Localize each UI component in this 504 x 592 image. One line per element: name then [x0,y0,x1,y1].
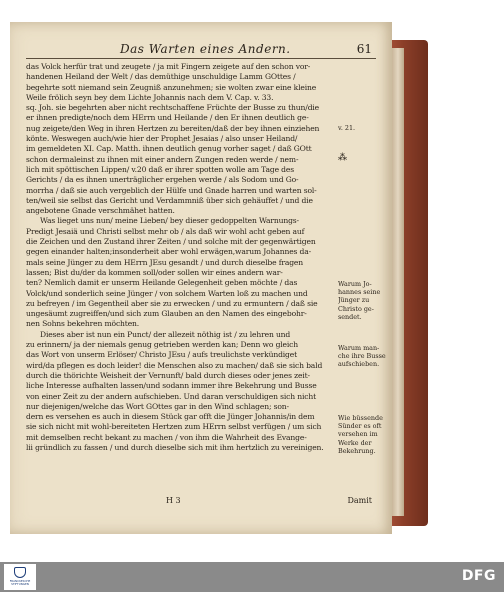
text-line: handenen Heiland der Welt / das demüthige unschuldige Lamm GOttes / [26,72,296,82]
text-line: zu befreyen / im Gegentheil aber sie zu erwecken / und zu ermuntern / daß sie [26,298,318,308]
body-text [26,62,332,453]
margin-note-why-john [338,280,386,321]
text-line: durch die thörichte Weisheit der Vernunft/ bald durch dieses oder jenes zeit- [26,370,310,380]
text-line: nug zeigete/den Weg in ihren Hertzen zu bereiten/daß der bey ihnen einziehen [26,123,320,133]
text-line: Predigt Jesaiä und Christi selbst mehr ob / als daß wir wohl acht geben auf [26,226,305,236]
margin-note-verse: v. 21. [338,124,356,132]
margin-note-line: Sünder es oft [338,422,382,431]
margin-note-line: Jünger zu [338,296,370,305]
text-line: Volck/und sonderlich seine Jünger / von solchem Warten loß zu machen und [26,288,308,298]
book-page [10,22,392,534]
viewer-footer-bar [0,562,504,592]
text-line: lich mit spöttischen Lippen/ v.20 daß er ihrer spotten wolle am Tage des [26,164,294,174]
catchword: Damit [347,496,372,505]
header-rule [26,58,376,59]
text-line: Was lieget uns nun/ meine Lieben/ bey dieser gedoppelten Warnungs- [40,216,299,226]
text-line: ten? Nemlich damit er unserm Heilande Gelegenheit geben möchte / das [26,278,298,288]
margin-note-line: Werke der [338,438,372,447]
dfg-logo: DFG [461,568,496,584]
text-line: könte. Weswegen auch/wie hier der Prophet Jesaias / also unser Heiland/ [26,134,298,144]
text-line: wird/da pflegen es doch leider! die Menschen also zu machen/ daß sie sich bald [26,360,323,370]
text-line: dern es versehen es auch in diesem Stück gar offt die Jünger Johannis/in dem [26,412,315,422]
text-line: ungesäumt zugreiffen/und sich zum Glauben an den Namen des eingebohr- [26,309,307,319]
margin-note-line: Warum man- [338,344,380,352]
margin-note-line: aufschieben. [338,360,380,369]
text-line: nur diejenigen/welche das Wort GOttes gar in den Wind schlagen; son- [26,401,289,411]
text-line: liche Interesse aufhalten lassen/und sodann immer ihre Bekehrung und Busse [26,381,317,391]
margin-note-line: che ihre Busse [338,352,386,361]
margin-note-line: sendet. [338,312,362,321]
margin-note-penitent [338,414,386,455]
text-line: Dieses aber ist nun ein Punct/ der allezeit nöthig ist / zu lehren und [40,329,291,339]
margin-note-line: Bekehrung. [338,446,376,455]
text-line: Weile frölich seyn bey dem Lichte Johannis nach dem V. Cap. v. 33. [26,92,274,102]
text-line: die Zeichen und den Zustand ihrer Zeiten / und solche mit der gegenwärtigen [26,237,316,247]
text-line: lassen; Bist du/der da kommen soll/oder sollen wir eines andern war- [26,267,283,277]
text-line: morrha / daß sie auch vergeblich der Hülfe und Gnade harren und warten sol- [26,185,317,195]
margin-note-line: Wie büssende [338,414,383,422]
book-page-edges [392,48,404,516]
text-line: Gerichts / da es ihnen unerträglicher ergehen werde / als Sodom und Go- [26,175,299,185]
text-line: gegen einander halten;insonderheit aber wohl erwägen,warum Johannes da- [26,247,312,257]
text-line: das Wort von unserm Erlöser/ Christo JEsu / aufs treulichste verkündiget [26,350,298,360]
page-footer-line [26,496,372,508]
library-logo [4,564,36,590]
running-head [10,42,392,58]
running-title: Das Warten eines Andern. [120,42,291,56]
library-logo-text: FRANCKESCHE STIFTUNGEN [9,579,31,587]
margin-note-postpone [338,344,386,369]
text-line: sq. Joh. sie begehrten aber nicht rechtschaffene Früchte der Busse zu thun/die [26,103,320,113]
page-number: 61 [356,42,372,56]
text-line: er ihnen predigte/noch dem HErrn und Heilande / den Er ihnen deutlich ge- [26,113,309,123]
text-line: das Volck herfür trat und zeugete / ja mit Fingern zeigete auf den schon vor- [26,62,311,71]
margin-note-line: versehen im [338,430,378,439]
text-line: zu erinnern/ ja der niemals genug getrieben werden kan; Denn wo gleich [26,340,299,350]
crest-icon [14,567,26,578]
text-line: schon dermaleinst zu ihnen mit einer andern Zungen reden werde / nem- [26,154,299,164]
signature-mark: H 3 [166,496,181,505]
margin-note-line: hannes seine [338,288,381,297]
text-line: mals seine Jünger zu dem HErrn JEsu gesandt / und durch dieselbe fragen [26,257,304,267]
text-line: lii gründlich zu fassen / und durch dieselbe sich mit ihm hertzlich zu vereinigen. [26,442,324,452]
text-line: sie sich nicht mit wohl-bereiteten Hertzen zum HErrn selbst verfügen / um sich [26,422,322,432]
text-line: ten/weil sie selbst das Gericht und Verdammniß über sich gehäuffet / und die [26,195,313,205]
margin-ornament: ⁂ [338,153,347,163]
text-line: nen Sohns bekehren möchten. [26,319,140,329]
margin-note-line: Christo ge- [338,304,374,313]
text-line: begehrte sott niemand sein Zeugniß anzunehmen; sie wolten zwar eine kleine [26,82,317,92]
text-line: im gemeldeten XI. Cap. Matth. ihnen deutlich genug vorher saget / daß GOtt [26,144,312,154]
margin-note-line: Warum Jo- [338,280,372,288]
text-line: von einer Zeit zu der andern aufschieben. Und daran verschuldigen sich nicht [26,391,316,401]
text-line: mit demselben recht bekant zu machen / von ihm die Wahrheit des Evange- [26,432,307,442]
text-line: angebotene Gnade verschmähet hatten. [26,206,175,216]
